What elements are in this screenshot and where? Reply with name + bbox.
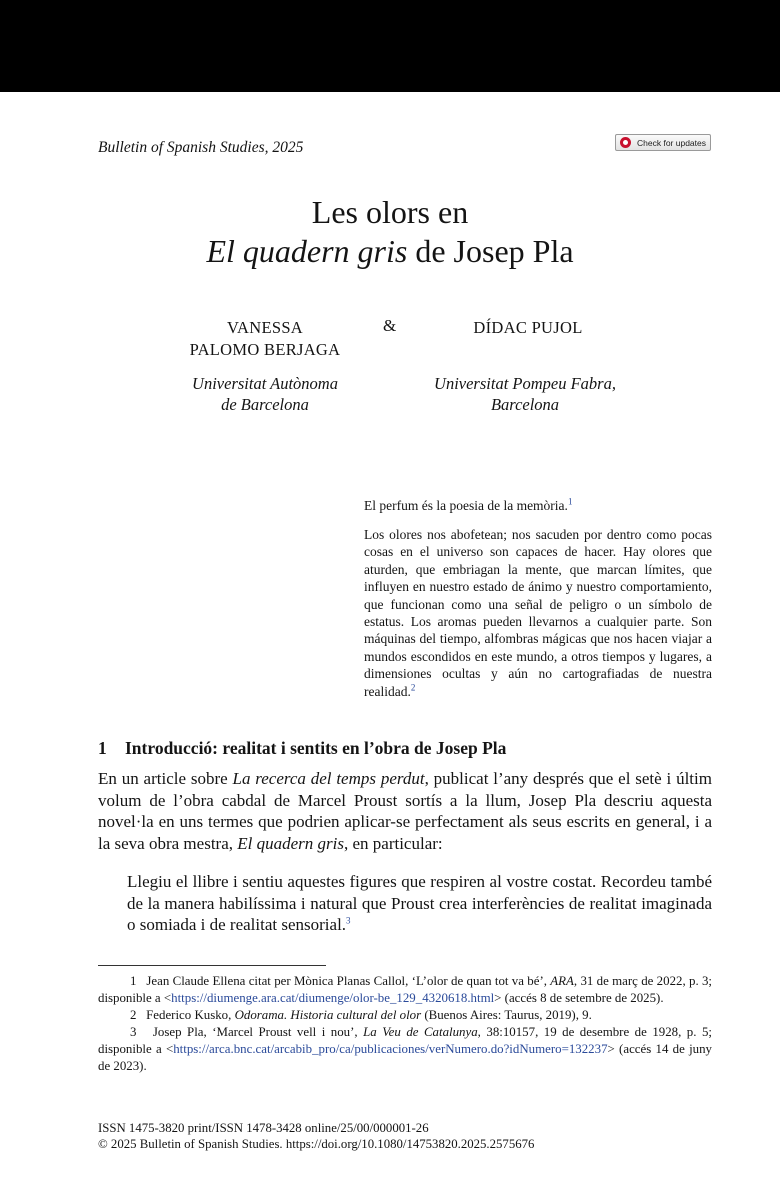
block-quote <box>127 871 712 936</box>
footnote-text: Federico Kusko, <box>146 1008 235 1022</box>
footnote-3 <box>98 1024 712 1075</box>
title-italic: El quadern gris <box>206 233 408 269</box>
epigraph-1-text: El perfum és la poesia de la memòria. <box>364 498 568 513</box>
footnote-1 <box>98 973 712 1007</box>
footnote-text: , 38:10157, 19 de desembre de 1928, p. 5; disponible a < <box>98 1025 712 1056</box>
footnote-italic: La Veu de Catalunya <box>363 1025 478 1039</box>
block-quote-text: Llegiu el llibre i sentiu aquestes figures que respiren al vostre costat. Recordeu també de la manera habilíssima i natural que Proust crea interferències de realitat imaginada o somiada i de realitat sensorial. <box>127 872 712 935</box>
author-1-affiliation-line-2: de Barcelona <box>221 395 309 414</box>
section-number: 1 <box>98 738 107 758</box>
author-2-affiliation-line-1: Universitat Pompeu Fabra, <box>434 374 616 393</box>
title-line-2 <box>0 232 780 270</box>
title-rest: de Josep Pla <box>407 233 574 269</box>
paragraph-text: , en particular: <box>343 833 443 853</box>
footnote-ref-1[interactable]: 1 <box>567 496 573 507</box>
footnote-divider <box>98 965 326 966</box>
paragraph-italic-title: El quadern gris <box>237 833 344 853</box>
author-2-affiliation <box>400 373 650 415</box>
footnote-text: , 31 de març de 2022, p. 3; disponible a < <box>98 974 713 1005</box>
footnote-link[interactable]: https://arca.bnc.cat/arcabib_pro/ca/publicaciones/verNumero.do?idNumero=132237 <box>173 1042 608 1056</box>
epigraph-1 <box>364 498 712 514</box>
footnote-number: 3 <box>130 1025 137 1039</box>
footnote-italic: Odorama. Historia cultural del olor <box>234 1008 422 1022</box>
footnotes <box>98 973 712 1075</box>
author-2-name: DÍDAC PUJOL <box>473 318 583 337</box>
footnote-italic: ARA <box>550 974 574 988</box>
footnote-number: 1 <box>130 974 137 988</box>
paragraph-italic-title: La recerca del temps perdut <box>232 769 425 788</box>
copyright-line: © 2025 Bulletin of Spanish Studies. https://doi.org/10.1080/14753820.2025.2575676 <box>98 1137 535 1151</box>
issn-line: ISSN 1475-3820 print/ISSN 1478-3428 online/25/00/000001-26 <box>98 1121 429 1135</box>
check-for-updates-label: Check for updates <box>637 138 706 148</box>
author-1-affiliation <box>155 373 375 415</box>
epigraph-2-text: Los olores nos abofetean; nos sacuden por dentro como pocas cosas en el universo son capaces de hacer. Hay olores que aturden, que embriagan la mente, que marcan límites, que influyen en nuestro estado de ánimo y nuestro comportamiento, que funcionan como una señal de peligro o un símbolo de estatus. Los aromas pueden llevarnos a cualquier parte. Son máquinas del tiempo, alfombras mágicas que nos hacen viajar a mundos escondidos en este mundo, a otros tiempos y lugares, a dimensiones ocultas y aún no cartografiadas de nuestra realidad. <box>364 527 712 699</box>
epigraph-2 <box>364 526 712 700</box>
author-1-name-line-2: PALOMO BERJAGA <box>189 340 341 359</box>
author-1-name-line-1: VANESSA <box>226 318 304 337</box>
top-black-bar <box>0 0 780 92</box>
footnote-ref-2[interactable]: 2 <box>410 682 416 693</box>
author-ampersand: & <box>383 316 397 335</box>
paragraph-text: , publicat l’any després que el setè i últim volum de l’obra cabdal de Marcel Proust sortís a la llum, Josep Pla descriu aquesta novel·la en uns termes que podrien aplicar-se perfectament als seus escrits en general, i a la seva obra mestra, <box>98 769 712 853</box>
footnote-link[interactable]: https://diumenge.ara.cat/diumenge/olor-be_129_4320618.html <box>171 991 495 1005</box>
page-footer <box>98 1120 534 1152</box>
paragraph-text: En un article sobre <box>98 769 233 788</box>
footnote-text: (Buenos Aires: Taurus, 2019), 9. <box>421 1008 592 1022</box>
author-2 <box>408 317 648 339</box>
title-line-1: Les olors en <box>311 194 469 230</box>
footnote-ref-3[interactable]: 3 <box>346 915 351 926</box>
footnote-text: Jean Claude Ellena citat per Mònica Planas Callol, ‘L’olor de quan tot va bé’, <box>146 974 551 988</box>
author-2-affiliation-line-2: Barcelona <box>490 395 560 414</box>
footnote-text: > (accés 14 de juny de 2023). <box>98 1042 712 1073</box>
footnote-2 <box>98 1007 712 1024</box>
journal-name: Bulletin of Spanish Studies, 2025 <box>98 139 304 156</box>
author-1 <box>160 317 370 361</box>
footnote-number: 2 <box>130 1008 137 1022</box>
check-for-updates-button[interactable] <box>615 134 711 151</box>
crossmark-icon <box>620 137 631 148</box>
footnote-text: > (accés 8 de setembre de 2025). <box>494 991 664 1005</box>
body-paragraph <box>98 768 712 854</box>
author-1-affiliation-line-1: Universitat Autònoma <box>192 374 338 393</box>
footnote-text: Josep Pla, ‘Marcel Proust vell i nou’, <box>152 1025 364 1039</box>
section-heading <box>98 738 506 759</box>
section-title: Introducció: realitat i sentits en l’obra de Josep Pla <box>125 738 507 758</box>
